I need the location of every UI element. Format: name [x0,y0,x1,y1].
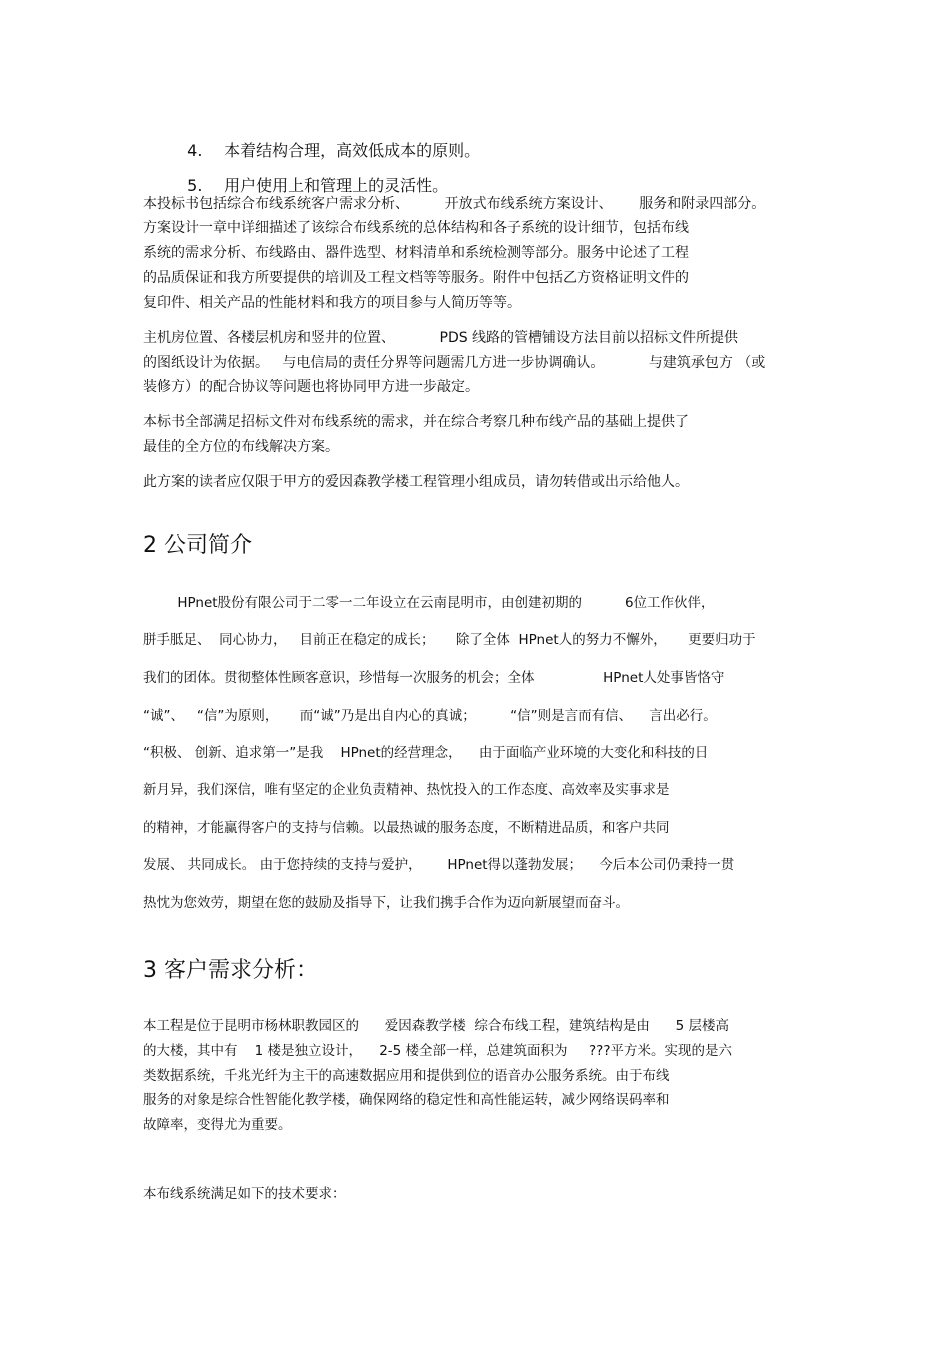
intro-line: 方案设计一章中详细描述了该综合布线系统的总体结构和各子系统的设计细节，包括布线 [143,220,689,236]
list-number: 4. [187,141,203,160]
body-line: 热忱为您效劳，期望在您的鼓励及指导下，让我们携手合作为迈向新展望而奋斗。 [143,895,629,911]
intro-line: 此方案的读者应仅限于甲方的爱因森教学楼工程管理小组成员，请勿转借或出示给他人。 [143,474,689,490]
body-line: 本布线系统满足如下的技术要求： [143,1186,346,1202]
intro-line: 的图纸设计为依据。 与电信局的责任分界等问题需几方进一步协调确认。 与建筑承包方 （或 [143,355,766,371]
list-text: 本着结构合理，高效低成本的原则。 [224,141,481,160]
section-heading: 3 客户需求分析： [143,958,318,983]
body-line: 故障率，变得尤为重要。 [143,1117,292,1133]
intro-line: 复印件、相关产品的性能材料和我方的项目参与人简历等等。 [143,295,521,311]
intro-line: 装修方）的配合协议等问题也将协同甲方进一步敲定。 [143,379,479,395]
body-line: 的大楼，其中有 1 楼是独立设计， 2-5 楼全部一样，总建筑面积为 ???平方米。实现的是六 [143,1043,733,1059]
intro-line: 本投标书包括综合布线系统客户需求分析、 开放式布线系统方案设计、 服务和附录四部分。 [143,196,766,212]
body-line: 的精神，才能赢得客户的支持与信赖。以最热诚的服务态度，不断精进品质，和客户共同 [143,820,670,836]
body-line: “诚”、 “信”为原则， 而“诚”乃是出自内心的真诚； “信”则是言而有信、 言出必行。 [143,708,717,724]
list-item [177,127,480,159]
body-line: 服务的对象是综合性智能化教学楼，确保网络的稳定性和高性能运转，减少网络误码率和 [143,1092,670,1108]
section-heading: 2 公司简介 [143,533,252,558]
body-line: HPnet股份有限公司于二零一二年设立在云南昆明市，由创建初期的 6位工作伙伴， [143,595,715,611]
list-number: 5. [187,176,203,195]
body-line: 新月异，我们深信，唯有坚定的企业负责精神、热忱投入的工作态度、高效率及实事求是 [143,782,670,798]
body-line: 本工程是位于昆明市杨林职教园区的 爱因森教学楼 综合布线工程，建筑结构是由 5 层楼高 [143,1018,729,1034]
intro-line: 主机房位置、各楼层机房和竖井的位置、 PDS 线路的管槽铺设方法目前以招标文件所提供 [143,330,739,346]
list-item [177,162,448,194]
body-line: 类数据系统，千兆光纤为主干的高速数据应用和提供到位的语音办公服务系统。由于布线 [143,1068,670,1084]
body-line: 胼手胝足、 同心协力， 目前正在稳定的成长； 除了全体 HPnet人的努力不懈外， 更要归功于 [143,632,756,648]
body-line: 我们的团体。贯彻整体性顾客意识，珍惜每一次服务的机会；全体 HPnet人处事皆恪守 [143,670,725,686]
intro-line: 本标书全部满足招标文件对布线系统的需求，并在综合考察几种布线产品的基础上提供了 [143,414,689,430]
intro-line: 的品质保证和我方所要提供的培训及工程文档等等服务。附件中包括乙方资格证明文件的 [143,270,689,286]
intro-line: 系统的需求分析、布线路由、器件选型、材料清单和系统检测等部分。服务中论述了工程 [143,245,689,261]
body-line: “积极、 创新、追求第一”是我 HPnet的经营理念， 由于面临产业环境的大变化和科技的日 [143,745,709,761]
body-line: 发展、 共同成长。 由于您持续的支持与爱护， HPnet得以蓬勃发展； 今后本公司仍秉持一贯 [143,857,735,873]
intro-line: 最佳的全方位的布线解决方案。 [143,439,339,455]
list-text: 用户使用上和管理上的灵活性。 [224,176,449,195]
